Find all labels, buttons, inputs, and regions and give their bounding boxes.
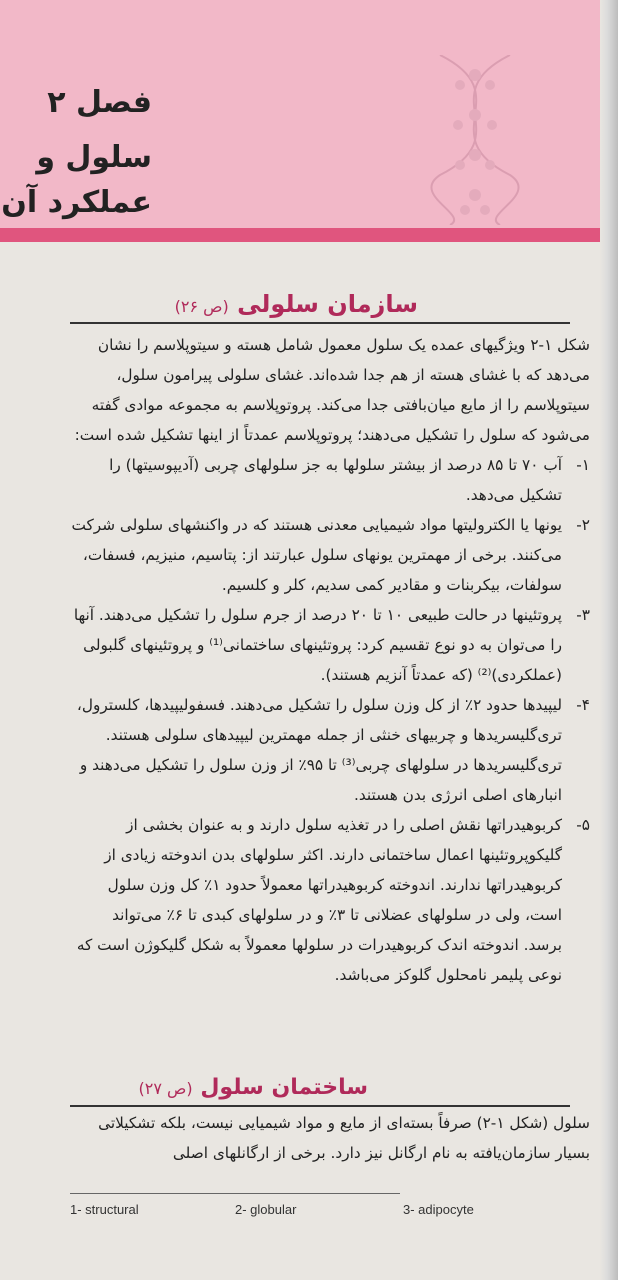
section-underline xyxy=(70,322,570,324)
header-accent-bar xyxy=(0,228,600,242)
list-number: ۱- xyxy=(576,456,590,474)
intro-paragraph: شکل ۱-۲ ویژگیهای عمده یک سلول معمول شامل هسته و سیتوپلاسم را نشان می‌دهد که با غشای هسته از هم جدا شده‌اند. غشای سلولی پیرامون سلول، سیتوپلاسم را از مایع میان‌بافتی جدا می‌کند. پروتوپلاسم به مجموعه موادی گفته می‌شود که سلول را تشکیل می‌دهند؛ پروتوپلاسم عمدتاً از اینها تشکیل شده است: xyxy=(74,336,590,444)
chapter-number: فصل ۲ xyxy=(47,85,152,120)
list-number: ۳- xyxy=(576,606,590,624)
page-edge xyxy=(600,0,618,1280)
page-reference: (ص ۲۶) xyxy=(174,297,229,316)
section-underline xyxy=(70,1105,570,1107)
section-title-cell-structure xyxy=(139,1075,368,1100)
footnote-divider xyxy=(70,1193,400,1194)
list-item xyxy=(70,600,590,690)
section-title-text: سازمان سلولی xyxy=(237,290,418,318)
section2-body xyxy=(70,1108,590,1168)
page-reference: (ص ۲۷) xyxy=(138,1079,193,1098)
section1-body xyxy=(70,330,590,990)
dna-helix-illustration xyxy=(410,55,540,225)
chapter-header xyxy=(0,0,600,228)
list-item xyxy=(70,510,590,600)
list-text: کربوهیدراتها نقش اصلی را در تغذیه سلول دارند و به عنوان بخشی از گلیکوپروتئینها اعمال ساختمانی دارند. اکثر سلولهای بدن اندوخته زیادی از کربوهیدراتها ندارند. اندوخته کربوهیدراتها معمولاً حدود ۱٪ کل وزن سلول است، ولی در سلولهای عضلانی تا ۳٪ و در سلولهای کبدی تا ۶٪ می‌تواند برسد. اندوخته اندک کربوهیدرات در سلولها معمولاً به شکل گلیکوژن است که نوعی پلیمر نامحلول گلوکز می‌باشد. xyxy=(76,816,562,984)
chapter-title-line2: عملکرد آن xyxy=(1,185,152,220)
cell-structure-paragraph: سلول (شکل ۱-۲) صرفاً بسته‌ای از مایع و مواد شیمیایی نیست، بلکه تشکیلاتی بسیار سازمان‌یافته به نام ارگانل نیز دارد. برخی از ارگانلهای اصلی xyxy=(98,1114,590,1162)
section-title-cell-organization xyxy=(175,290,418,318)
list-number: ۲- xyxy=(576,516,590,534)
list-text: یونها یا الکترولیتها مواد شیمیایی معدنی هستند که در واکنشهای سلولی شرکت می‌کنند. برخی از مهمترین یونهای سلول عبارتند از: پتاسیم، منیزیم، فسفات، سولفات، بیکربنات و مقادیر کمی سدیم، کلر و کلسیم. xyxy=(71,516,562,594)
list-item xyxy=(70,450,590,510)
footnote-2: 2- globular xyxy=(235,1202,297,1217)
list-text: آب ۷۰ تا ۸۵ درصد از بیشتر سلولها به جز سلولهای چربی (آدیپوسیتها) را تشکیل می‌دهد. xyxy=(109,456,562,504)
list-text: لیپیدها حدود ۲٪ از کل وزن سلول را تشکیل می‌دهند. فسفولیپیدها، کلسترول، تری‌گلیسریدها و چربیهای خنثی از جمله مهمترین لیپیدهای سلولی هستند. تری‌گلیسریدها در سلولهای چربی⁽³⁾ تا ۹۵٪ از وزن سلول را تشکیل می‌دهند و انبارهای اصلی انرژی بدن هستند. xyxy=(76,696,562,804)
list-number: ۴- xyxy=(576,696,590,714)
list-number: ۵- xyxy=(576,816,590,834)
list-text: پروتئینها در حالت طبیعی ۱۰ تا ۲۰ درصد از جرم سلول را تشکیل می‌دهند. آنها را می‌توان به دو نوع تقسیم کرد: پروتئینهای ساختمانی⁽¹⁾ و پروتئینهای گلبولی (عملکردی)⁽²⁾ (که عمدتاً آنزیم هستند). xyxy=(73,606,562,684)
list-item xyxy=(70,810,590,990)
footnote-3: 3- adipocyte xyxy=(403,1202,474,1217)
chapter-title-line1: سلول و xyxy=(36,140,152,175)
list-item xyxy=(70,690,590,810)
footnote-1: 1- structural xyxy=(70,1202,139,1217)
section-title-text: ساختمان سلول xyxy=(200,1075,368,1100)
